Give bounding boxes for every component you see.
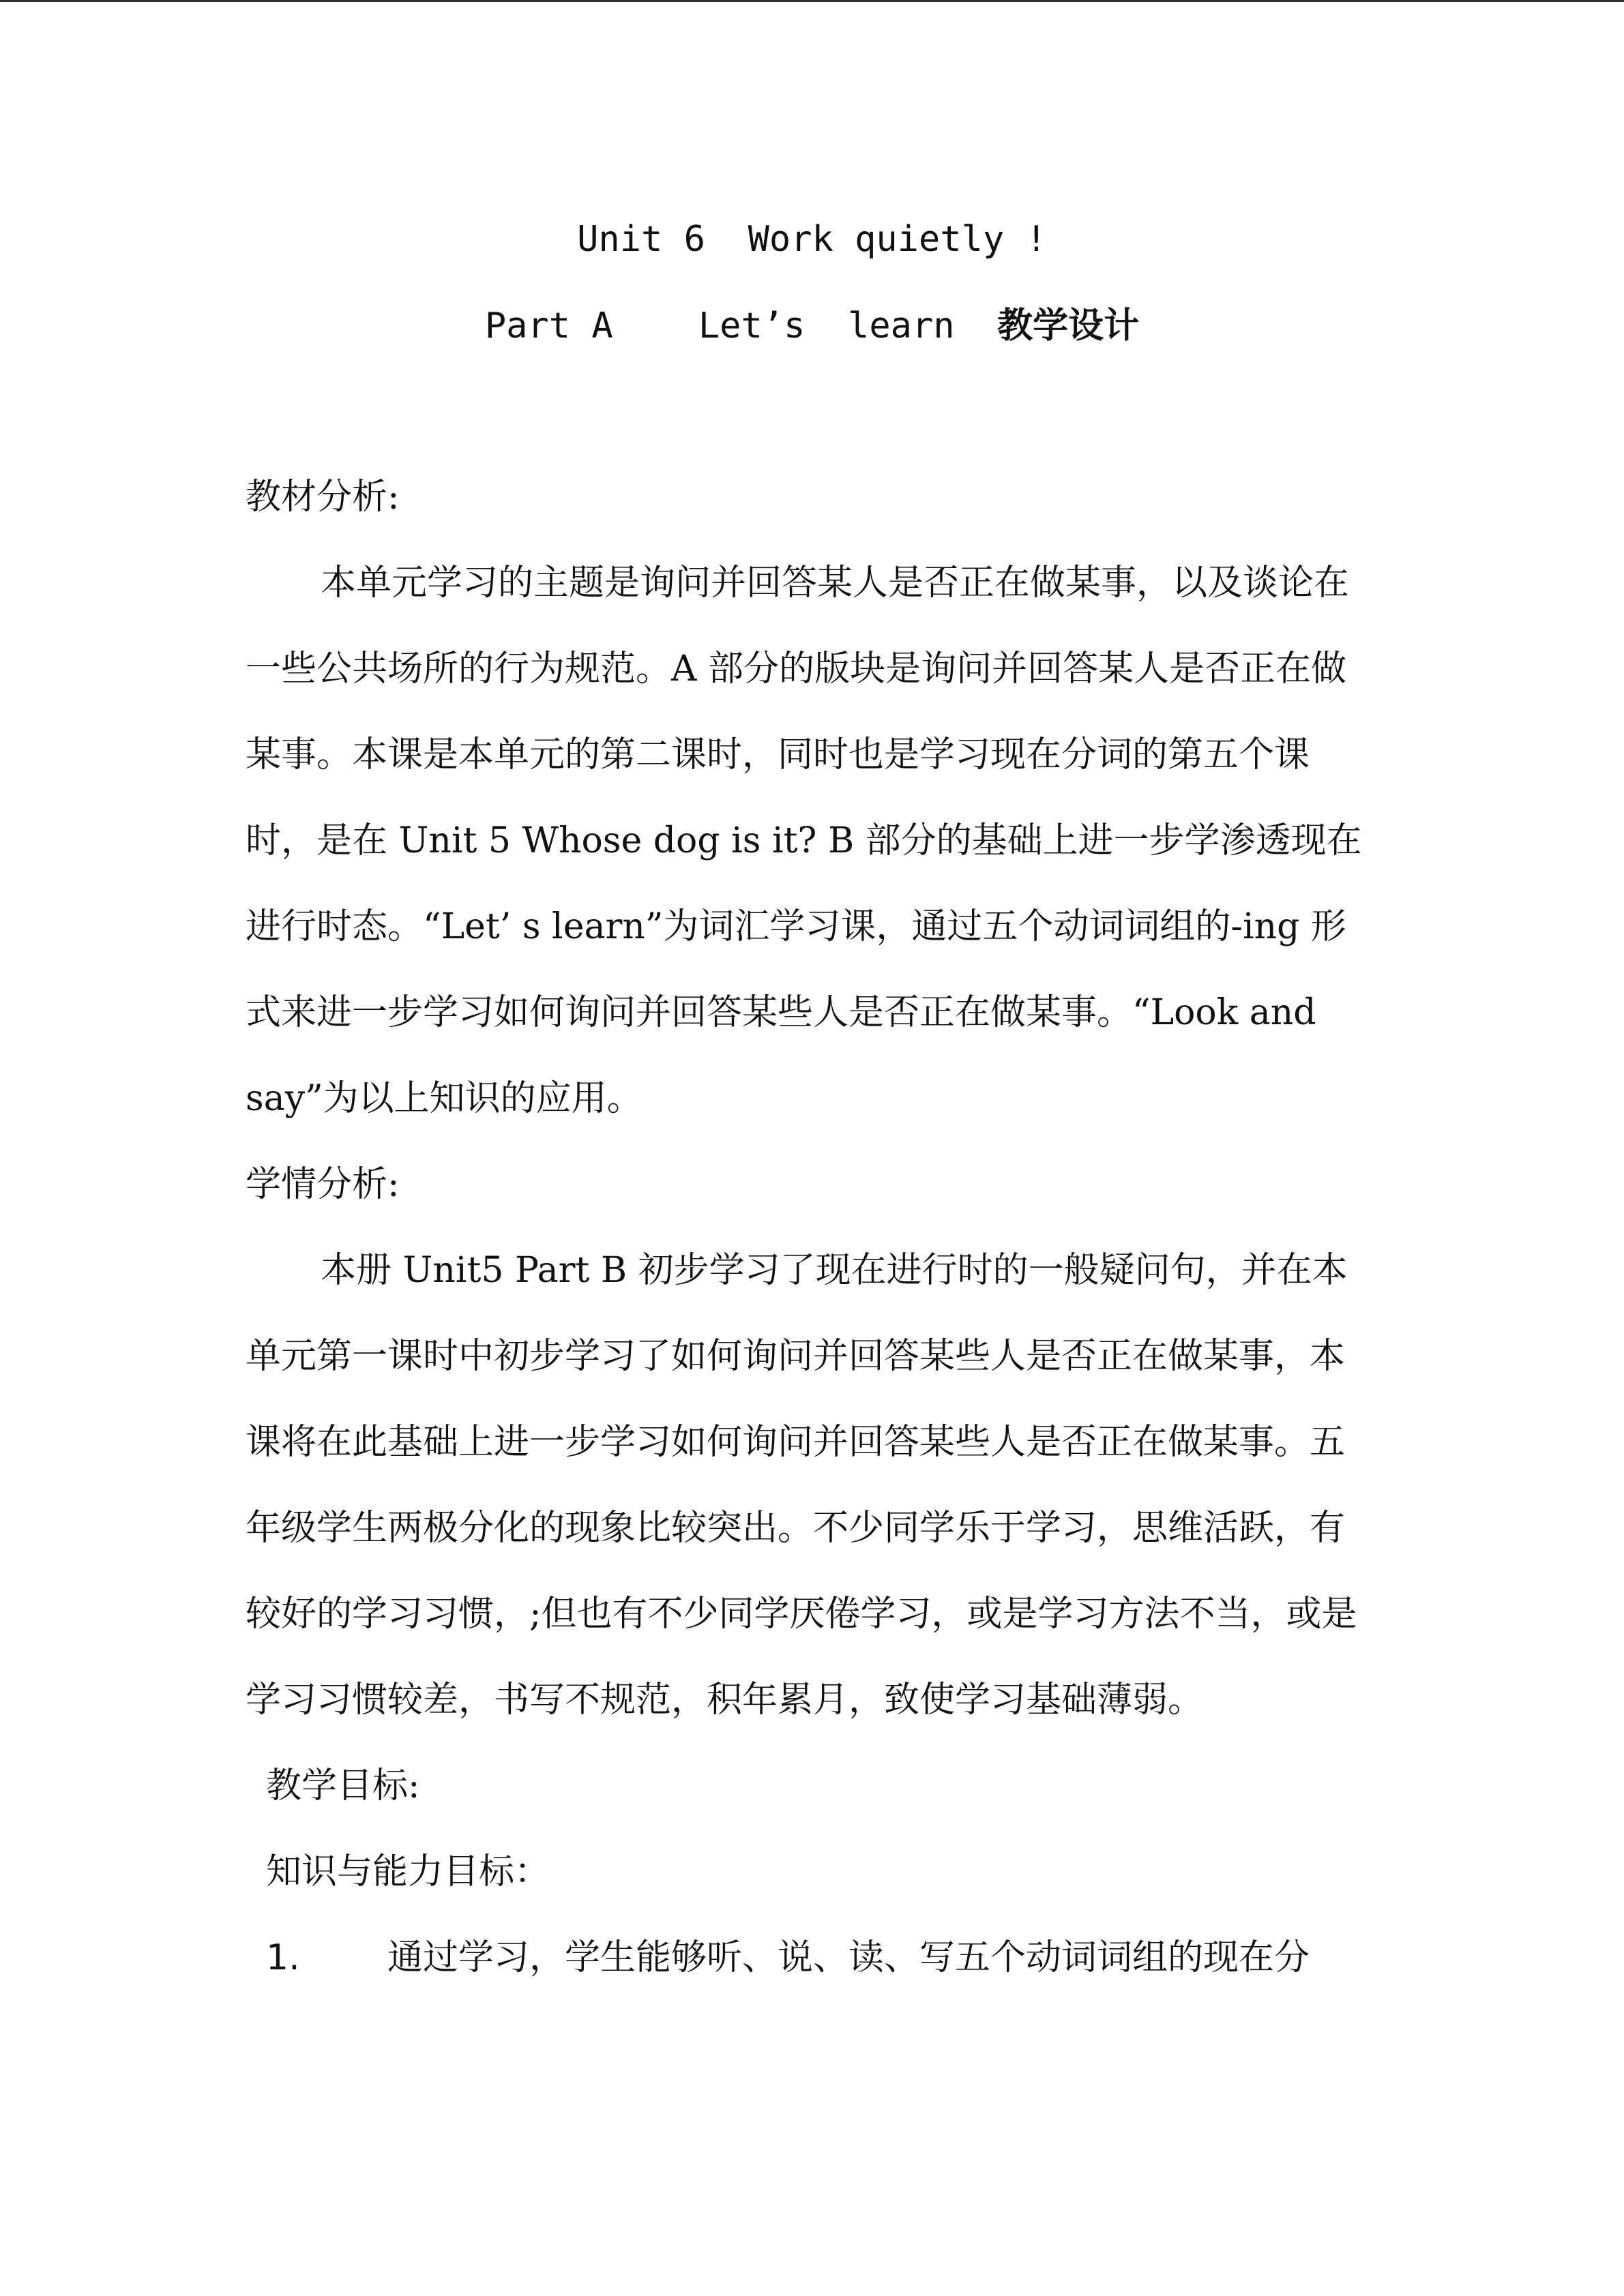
document-subtitle (0, 302, 1624, 350)
goal-item (246, 1915, 1378, 2001)
page-top-border (0, 0, 1624, 2)
subtitle-english: Part A Let’s learn (484, 305, 998, 346)
document-title: Unit 6 Work quietly ! (577, 219, 1047, 260)
subheading-knowledge-goals: 知识与能力目标： (266, 1851, 550, 1892)
paragraph-learner-analysis: 本册 Unit5 Part B 初步学习了现在进行时的一般疑问句，并在本单元第一课时中初步学习了如何询问并回答某些人是否正在做某事，本课将在此基础上进一步学习如何询问并回答某些人是否正在做某事。五年级学生两极分化的现象比较突出。不少同学乐于学习，思维活跃，有较好的学习习惯，;但也有不少同学厌倦学习，或是学习方法不当，或是学习习惯较差，书写不规范，积年累月，致使学习基础薄弱。 (246, 1250, 1357, 1720)
document-body (246, 454, 1378, 2001)
section-heading-teaching-goals: 教学目标: (266, 1765, 420, 1806)
paragraph-textbook-analysis: 本单元学习的主题是询问并回答某人是否正在做某事，以及谈论在一些公共场所的行为规范。A 部分的版块是询问并回答某人是否正在做某事。本课是本单元的第二课时，同时也是学习现在分词的第五个课时，是在 Unit 5 Whose dog is it? B 部分的基础上进一步学渗透现在进行时态。“Let’ s learn”为词汇学习课，通过五个动词词组的-ing 形式来进一步学习如何询问并回答某些人是否正在做某事。“Look and say”为以上知识的应用。 (246, 563, 1362, 1119)
section-heading-textbook-analysis: 教材分析: (246, 477, 400, 518)
subtitle-chinese: 教学设计 (997, 305, 1140, 346)
section-heading-learner-analysis: 学情分析: (246, 1164, 400, 1205)
goal-text: 通过学习，学生能够听、说、读、写五个动词词组的现在分 (387, 1937, 1310, 1978)
goal-number: 1. (266, 1937, 300, 1978)
